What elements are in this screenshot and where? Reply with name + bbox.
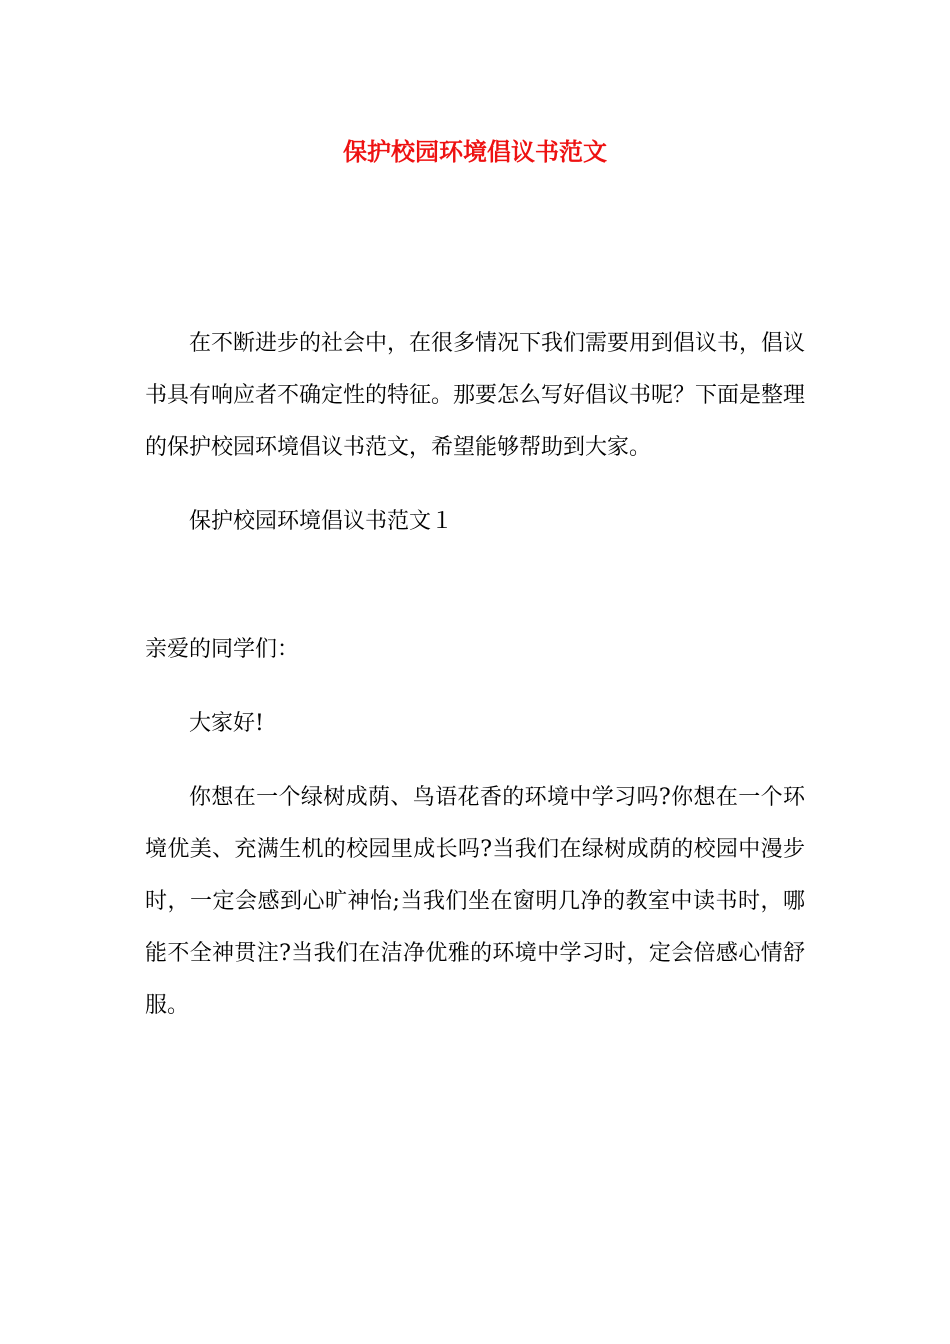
intro-paragraph: 在不断进步的社会中，在很多情况下我们需要用到倡议书，倡议书具有响应者不确定性的特征。那要怎么写好倡议书呢？下面是整理的保护校园环境倡议书范文，希望能够帮助到大家。	[145, 331, 806, 460]
spacer	[145, 548, 805, 624]
salutation: 亲爱的同学们：	[145, 637, 300, 662]
spacer	[145, 750, 805, 772]
body-paragraph: 你想在一个绿树成荫、鸟语花香的环境中学习吗?你想在一个环境优美、充满生机的校园里成长吗?当我们在绿树成荫的校园中漫步时，一定会感到心旷神怡;当我们坐在窗明几净的教室中读书时，哪能不全神贯注?当我们在洁净优雅的环境中学习时，定会倍感心情舒服。	[145, 785, 805, 1018]
section-heading: 保护校园环境倡议书范文１	[189, 509, 454, 534]
document-body	[145, 318, 805, 1032]
spacer	[145, 474, 805, 496]
spacer	[145, 676, 805, 698]
greeting: 大家好!	[189, 711, 264, 736]
document-title: 保护校园环境倡议书范文	[343, 137, 607, 166]
